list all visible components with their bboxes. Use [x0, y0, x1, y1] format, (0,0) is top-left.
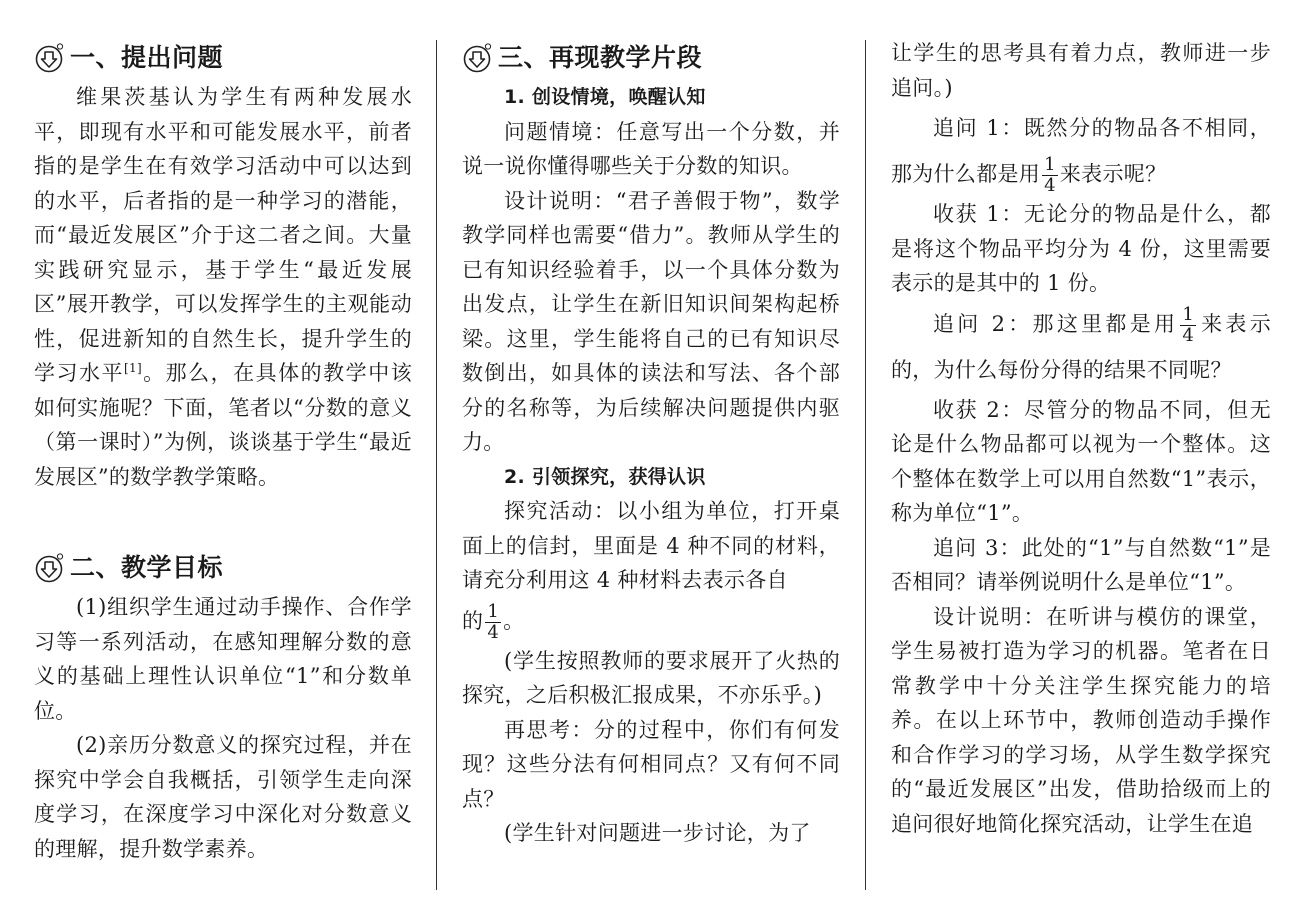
question-1-text: 追问 1：既然分的物品各不相同，那为什么都是用 — [891, 116, 1271, 186]
fraction-denominator: 4 — [1182, 324, 1195, 346]
question-1-tail: 来表示呢？ — [1059, 162, 1167, 186]
down-arrow-circle-icon — [34, 43, 64, 73]
section-heading-1-text: 一、提出问题 — [70, 42, 224, 72]
design-note-2: 设计说明：在听讲与模仿的课堂，学生易被打造为学习的机器。笔者在日常教学中十分关注学生探究能力的培养。在以上环节中，教师创造动手操作和合作学习的学习场，从学生数学探究的“最近发展区”出发，借助拾级而上的追问很好地简化探究活动，让学生在追 — [891, 604, 1271, 836]
intro-paragraph — [34, 80, 412, 494]
goal-1: (1)组织学生通过动手操作、合作学习等一系列活动，在感知理解分数的意义的基础上理性认识单位“1”和分数单位。 — [34, 595, 412, 723]
harvest-2: 收获 2：尽管分的物品不同，但无论是什么物品都可以视为一个整体。这个整体在数学上可以用自然数“1”表示，称为单位“1”。 — [891, 397, 1271, 525]
goal-2: (2)亲历分数意义的探究过程，并在探究中学会自我概括，引领学生走向深度学习，在深度学习中深化对分数意义的理解，提升数学素养。 — [34, 733, 412, 861]
tail-text: 的 — [462, 608, 484, 633]
problem-situation: 问题情境：任意写出一个分数，并说一说你懂得哪些关于分数的知识。 — [462, 119, 840, 178]
fraction-one-quarter — [1042, 155, 1058, 196]
fraction-numerator: 1 — [1182, 303, 1195, 325]
subheading-2: 2. 引领探究，获得认识 — [504, 465, 706, 488]
tail-punct: 。 — [503, 608, 525, 633]
section-heading-2-text: 二、教学目标 — [70, 552, 224, 582]
citation-mark: [1] — [124, 361, 142, 375]
column-2 — [462, 38, 840, 851]
fraction-numerator: 1 — [1044, 154, 1056, 175]
section-heading-1 — [34, 38, 412, 78]
inquiry-activity: 探究活动：以小组为单位，打开桌面上的信封，里面是 4 种不同的材料，请充分利用这 4 种材料去表示各自 — [462, 499, 840, 592]
continued-text: 让学生的思考具有着力点，教师进一步追问。) — [891, 41, 1271, 100]
rethink: 再思考：分的过程中，你们有何发现？这些分法有何相同点？又有何不同点？ — [462, 717, 840, 811]
column-divider-2 — [865, 40, 866, 890]
intro-text-part1: 维果茨基认为学生有两种发展水平，即现有水平和可能发展水平，前者指的是学生在有效学习活动中可以达到的水平，后者指的是一种学习的潜能，而“最近发展区”介于这二者之间。大量实践研究显示，基于学生“最近发展区”展开教学，可以发挥学生的主观能动性，促进新知的自然生长，提升学生的学习水平 — [34, 85, 412, 385]
question-2-text: 追问 2：那这里都是用 — [933, 311, 1179, 336]
down-arrow-circle-icon — [462, 43, 492, 73]
student-response: (学生按照教师的要求展开了火热的探究，之后积极汇报成果，不亦乐乎。) — [462, 648, 840, 707]
fraction-one-quarter — [485, 602, 501, 643]
down-arrow-circle-icon — [34, 553, 64, 583]
section-heading-2 — [34, 548, 412, 588]
fraction-denominator: 4 — [1044, 175, 1056, 196]
section-heading-3-text: 三、再现教学片段 — [498, 42, 703, 72]
subheading-1: 1. 创设情境，唤醒认知 — [504, 86, 706, 108]
intro-text-part2: 。那么，在具体的教学中该如何实施呢？下面，笔者以“分数的意义（第一课时）”为例，谈谈基于学生“最近发展区”的数学教学策略。 — [34, 361, 412, 489]
column-1 — [34, 38, 412, 866]
harvest-1: 收获 1：无论分的物品是什么，都是将这个物品平均分为 4 份，这里需要表示的是其中的 1 份。 — [891, 202, 1271, 295]
question-1 — [891, 105, 1271, 197]
design-note-1: 设计说明：“君子善假于物”，数学教学同样也需要“借力”。教师从学生的已有知识经验着手，以一个具体分数为出发点，让学生在新旧知识间架构起桥梁。这里，学生能将自己的已有知识尽数倒出，如具体的读法和写法、各个部分的名称等，为后续解决问题提供内驱力。 — [462, 188, 840, 454]
question-2-tail: 来表示的，为什么每份分得的结果不同呢？ — [891, 311, 1271, 382]
inquiry-activity-tail — [462, 598, 840, 644]
question-3: 追问 3：此处的“1”与自然数“1”是否相同？请举例说明什么是单位“1”。 — [891, 535, 1271, 594]
fraction-numerator: 1 — [487, 600, 500, 622]
column-divider-1 — [436, 40, 437, 890]
student-discussion: (学生针对问题进一步讨论，为了 — [504, 821, 811, 845]
fraction-denominator: 4 — [487, 621, 500, 643]
column-3 — [891, 36, 1271, 841]
section-heading-3 — [462, 38, 840, 78]
question-2 — [891, 301, 1271, 393]
fraction-one-quarter — [1180, 305, 1196, 346]
